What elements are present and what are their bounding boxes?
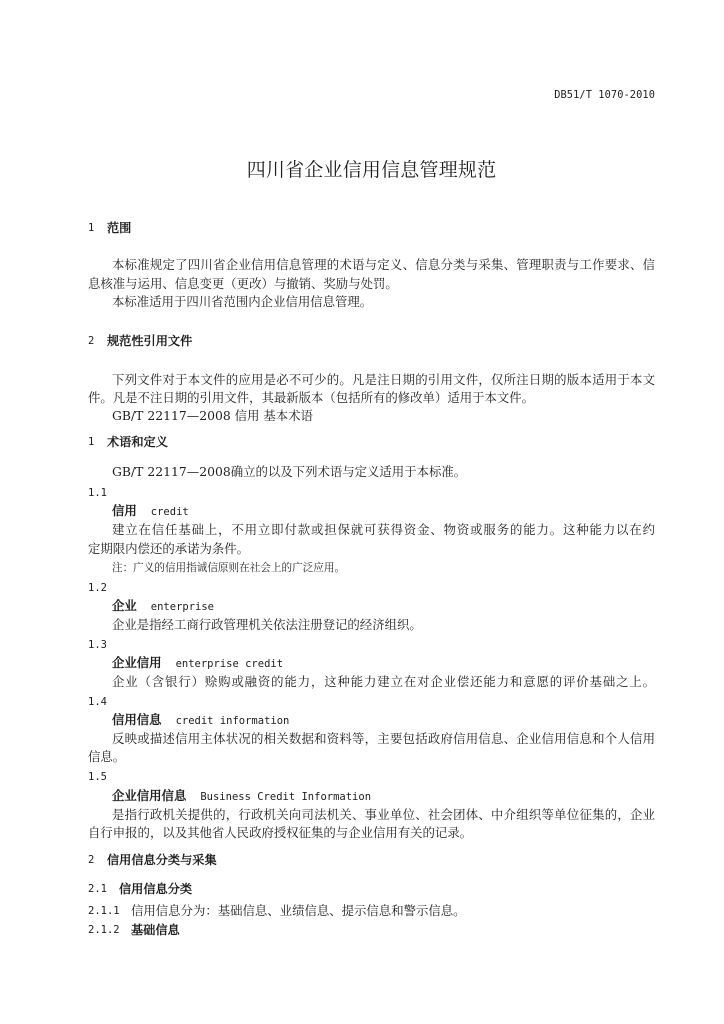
term-zh: 信用 bbox=[112, 503, 137, 518]
section-number: 1 bbox=[88, 222, 95, 234]
definition-line: 信息。 bbox=[88, 749, 126, 764]
term-zh: 企业信用 bbox=[112, 655, 162, 670]
term-en: credit information bbox=[175, 715, 290, 727]
clause-item bbox=[88, 903, 655, 919]
definition-line: 是指行政机关提供的，行政机关向司法机关、事业单位、社会团体、中介组织等单位征集的，企业 bbox=[112, 807, 655, 822]
subsection-heading-label: 信用信息分类 bbox=[119, 882, 193, 896]
term-en: Business Credit Information bbox=[200, 791, 372, 803]
clause-number: 2.1.1 bbox=[88, 905, 120, 917]
clause-heading-label: 基础信息 bbox=[131, 923, 180, 937]
term-heading bbox=[112, 712, 289, 729]
clause-text: 信用信息分为：基础信息、业绩信息、提示信息和警示信息。 bbox=[131, 903, 466, 918]
section-number: 1 bbox=[88, 436, 95, 448]
definition-line: 企业是指经工商行政管理机关依法注册登记的经济组织。 bbox=[112, 617, 422, 632]
paragraph-line: 件。凡是不注日期的引用文件，其最新版本（包括所有的修改单）适用于本文件。 bbox=[88, 390, 535, 405]
section-heading-label: 信用信息分类与采集 bbox=[107, 853, 217, 867]
section-heading-terms bbox=[88, 434, 655, 450]
section-heading-label: 术语和定义 bbox=[107, 435, 168, 449]
definition-line: 自行申报的，以及其他省人民政府授权征集的与企业信用有关的记录。 bbox=[88, 825, 473, 840]
term-heading bbox=[112, 503, 189, 520]
subsection-number: 2.1 bbox=[88, 883, 107, 895]
term-en: credit bbox=[150, 506, 189, 518]
clause-number: 1.4 bbox=[88, 696, 107, 708]
section-heading-scope bbox=[88, 220, 655, 236]
document-code: DB51/T 1070-2010 bbox=[554, 89, 655, 101]
clause-number: 2.1.2 bbox=[88, 924, 120, 936]
paragraph-line: 下列文件对于本文件的应用是必不可少的。凡是注日期的引用文件，仅所注日期的版本适用于本文 bbox=[112, 372, 655, 387]
section-number: 2 bbox=[88, 335, 95, 347]
term-heading bbox=[112, 598, 214, 615]
term-en: enterprise credit bbox=[175, 658, 284, 670]
reference-line: GB/T 22117—2008 信用 基本术语 bbox=[112, 408, 313, 423]
section-heading-references bbox=[88, 333, 655, 349]
section-heading-label: 规范性引用文件 bbox=[107, 334, 193, 348]
document-title: 四川省企业信用信息管理规范 bbox=[246, 159, 497, 181]
clause-number: 1.2 bbox=[88, 582, 107, 594]
clause-number: 1.5 bbox=[88, 771, 107, 783]
section-number: 2 bbox=[88, 854, 95, 866]
section-heading-label: 范围 bbox=[107, 221, 132, 235]
section-heading-classification bbox=[88, 852, 655, 868]
clause-number: 1.1 bbox=[88, 487, 107, 499]
subsection-heading bbox=[88, 881, 655, 897]
paragraph-line: 息核准与运用、信息变更（更改）与撤销、奖励与处罚。 bbox=[88, 276, 398, 291]
term-heading bbox=[112, 788, 371, 805]
term-en: enterprise bbox=[150, 601, 214, 613]
clause-item bbox=[88, 922, 655, 938]
term-zh: 信用信息 bbox=[112, 712, 162, 727]
term-zh: 企业 bbox=[112, 598, 137, 613]
paragraph-line: GB/T 22117—2008确立的以及下列术语与定义适用于本标准。 bbox=[112, 464, 467, 479]
definition-line: 反映或描述信用主体状况的相关数据和资料等，主要包括政府信用信息、企业信用信息和个人信用 bbox=[112, 731, 655, 746]
definition-line: 定期限内偿还的承诺为条件。 bbox=[88, 541, 250, 556]
term-zh: 企业信用信息 bbox=[112, 788, 187, 803]
clause-number: 1.3 bbox=[88, 639, 107, 651]
note-line: 注：广义的信用指诚信原则在社会上的广泛应用。 bbox=[112, 562, 346, 574]
paragraph-line: 本标准适用于四川省范围内企业信用信息管理。 bbox=[112, 294, 373, 309]
term-heading bbox=[112, 655, 283, 672]
definition-line: 企业（含银行）赊购或融资的能力，这种能力建立在对企业偿还能力和意愿的评价基础之上。 bbox=[112, 674, 655, 689]
definition-line: 建立在信任基础上，不用立即付款或担保就可获得资金、物资或服务的能力。这种能力以在约 bbox=[112, 522, 655, 537]
paragraph-line: 本标准规定了四川省企业信用信息管理的术语与定义、信息分类与采集、管理职责与工作要求、信 bbox=[112, 257, 655, 272]
